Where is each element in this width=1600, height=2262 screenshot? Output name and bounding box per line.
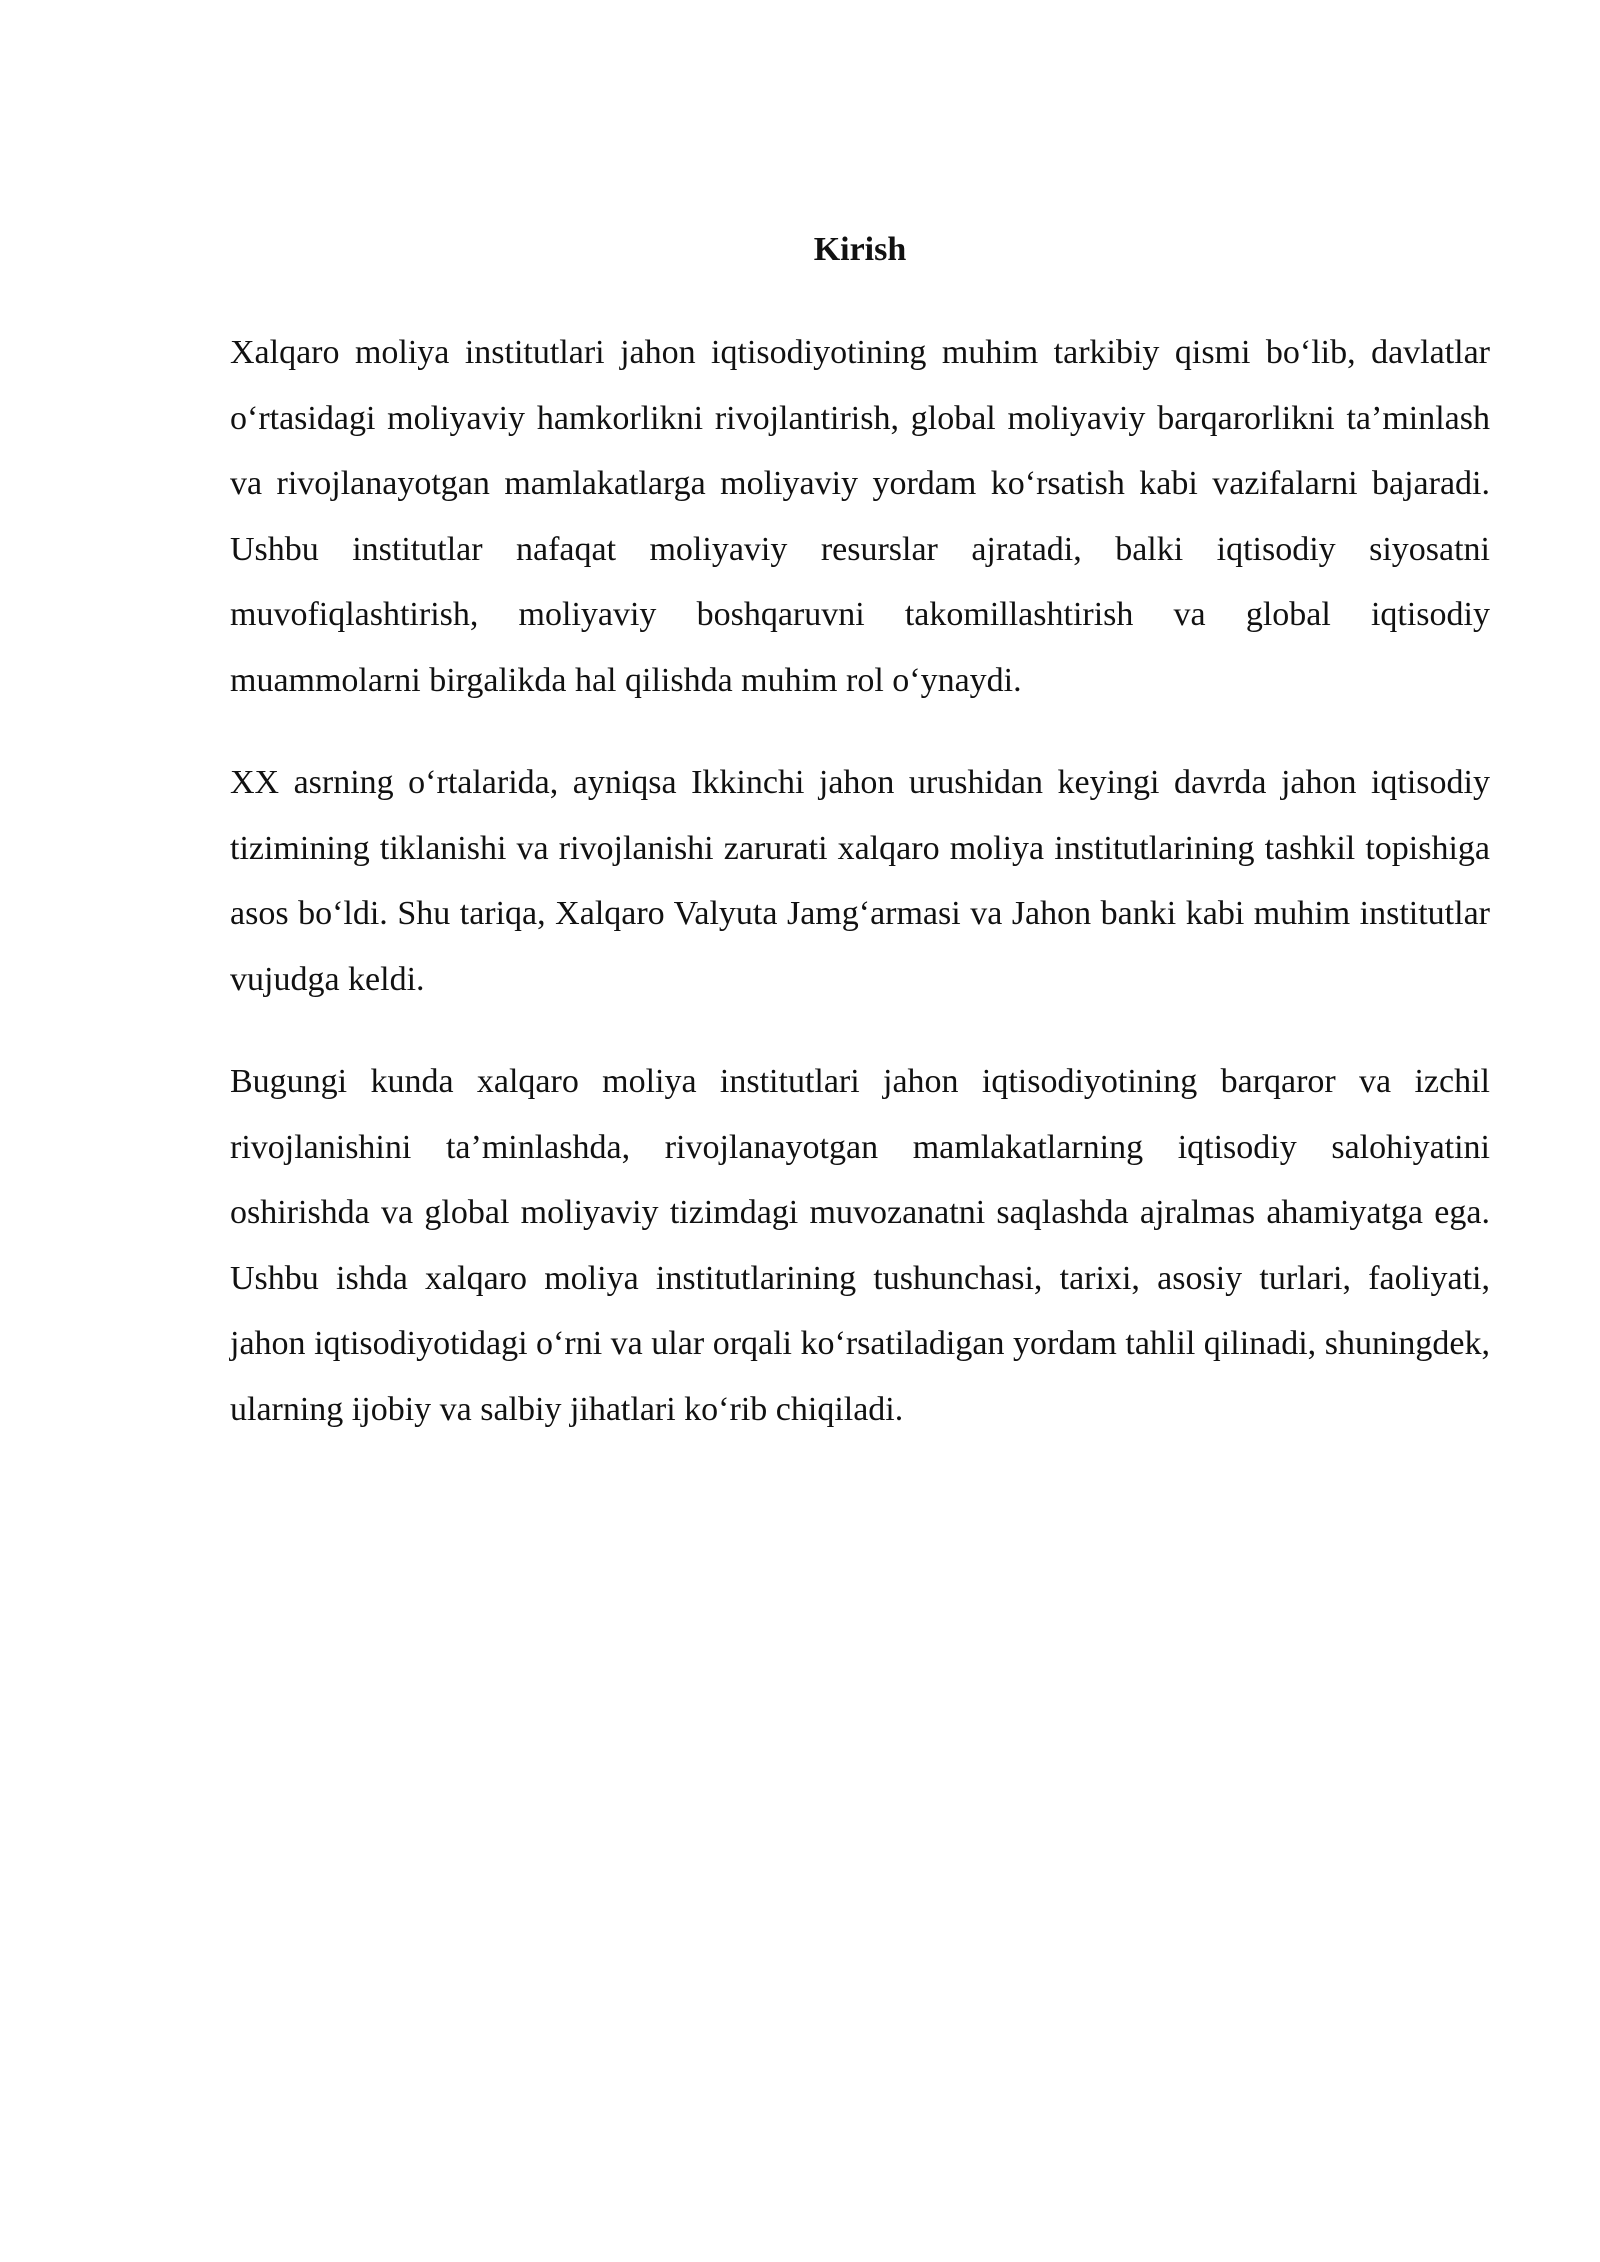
section-heading: Kirish: [813, 231, 907, 268]
paragraph-3: Bugungi kunda xalqaro moliya institutlari jahon iqtisodiyotining barqaror va izchil rivojlanishini ta’minlashda, rivojlanayotgan mamlakatlarning iqtisodiy salohiyatini oshirishda va global moliyaviy tizimdagi muvozanatni saqlashda ajralmas ahamiyatga ega. Ushbu ishda xalqaro moliya institutlarining tushunchasi, tarixi, asosiy turlari, faoliyati, jahon iqtisodiyotidagi o‘rni va ular orqali ko‘rsatiladigan yordam tahlil qilinadi, shuningdek, ularning ijobiy va salbiy jihatlari ko‘rib chiqiladi.: [230, 1063, 1490, 1428]
paragraph-1: Xalqaro moliya institutlari jahon iqtisodiyotining muhim tarkibiy qismi bo‘lib, davlatlar o‘rtasidagi moliyaviy hamkorlikni rivojlantirish, global moliyaviy barqarorlikni ta’minlash va rivojlanayotgan mamlakatlarga moliyaviy yordam ko‘rsatish kabi vazifalarni bajaradi. Ushbu institutlar nafaqat moliyaviy resurslar ajratadi, balki iqtisodiy siyosatni muvofiqlashtirish, moliyaviy boshqaruvni takomillashtirish va global iqtisodiy muammolarni birgalikda hal qilishda muhim rol o‘ynaydi.: [230, 334, 1490, 699]
paragraph-2: XX asrning o‘rtalarida, ayniqsa Ikkinchi jahon urushidan keyingi davrda jahon iqtisodiy tizimining tiklanishi va rivojlanishi zarurati xalqaro moliya institutlarining tashkil topishiga asos bo‘ldi. Shu tariqa, Xalqaro Valyuta Jamg‘armasi va Jahon banki kabi muhim institutlar vujudga keldi.: [230, 764, 1490, 998]
document-body: [230, 222, 1490, 1479]
